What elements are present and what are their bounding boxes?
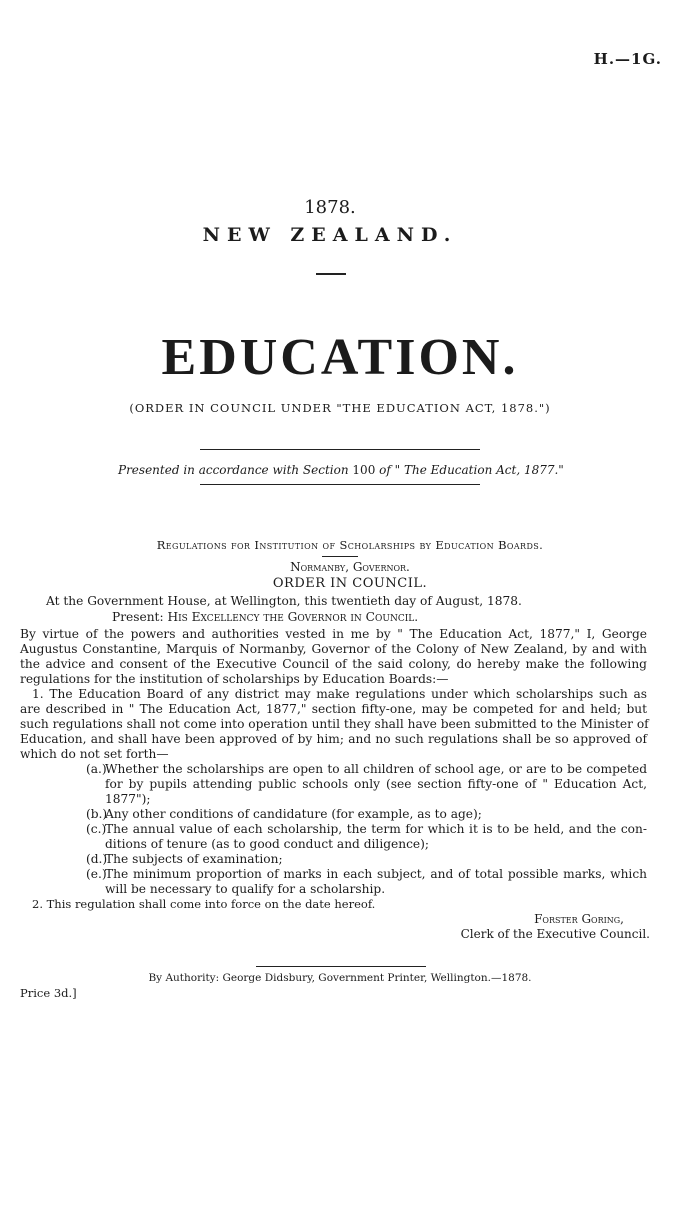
body-line: Augustus Constantine, Marquis of Normanby, Governor of the Colony of New Zealand, by and with	[20, 642, 647, 656]
year: 1878.	[304, 197, 356, 218]
clause-1-line: which do not set forth—	[20, 747, 169, 761]
item-line: 1877");	[105, 792, 151, 806]
item-line: The minimum proportion of marks in each subject, and of total possible marks, which	[105, 867, 647, 881]
presented-act: " The Education Act, 1877."	[394, 463, 564, 477]
presented-prefix: Presented in accordance with Section	[118, 463, 349, 477]
divider-rule	[200, 484, 480, 485]
governor-line: Normanby, Governor.	[290, 560, 410, 574]
document-reference: H.—1G.	[593, 50, 662, 68]
divider-rule	[322, 556, 358, 557]
divider-rule	[200, 449, 480, 450]
clause-2: 2. This regulation shall come into force on the date hereof.	[32, 897, 376, 911]
present-label: Present:	[112, 610, 164, 624]
item-line: for by pupils attending public schools only (see section fifty-one of " Education Act,	[105, 777, 647, 791]
body-line: regulations for the institution of scholarships by Education Boards:—	[20, 672, 449, 686]
item-label: (e.)	[86, 867, 107, 881]
country-heading: NEW ZEALAND.	[202, 224, 458, 246]
clause-1-line: such regulations shall not come into operation until they shall have been submitted to the Minister of	[20, 717, 649, 731]
price: Price 3d.]	[20, 986, 77, 1000]
signatory-name: Forster Goring,	[534, 912, 624, 926]
presented-notice	[118, 463, 564, 477]
item-line: The annual value of each scholarship, the term for which it is to be held, and the con-	[105, 822, 647, 836]
item-line: will be necessary to qualify for a scholarship.	[105, 882, 386, 896]
order-title: ORDER IN COUNCIL.	[272, 576, 428, 591]
clause-1-line: are described in " The Education Act, 1877," section fifty-one, may be competed for and held; but	[20, 702, 647, 716]
item-line: ditions of tenure (as to good conduct and diligence);	[105, 837, 429, 851]
regulations-heading: Regulations for Institution of Scholarships by Education Boards.	[156, 538, 544, 552]
item-label: (b.)	[86, 807, 108, 821]
document-title: EDUCATION.	[161, 329, 519, 386]
item-label: (d.)	[86, 852, 108, 866]
printer-authority: By Authority: George Didsbury, Government Printer, Wellington.—1878.	[148, 972, 532, 984]
item-line: The subjects of examination;	[105, 852, 283, 866]
presented-of: of	[379, 463, 391, 477]
item-label: (a.)	[86, 762, 107, 776]
clause-1-line: Education, and shall have been approved of by him; and no such regulations shall be so approved of	[20, 732, 647, 746]
document-subtitle: (ORDER IN COUNCIL UNDER "THE EDUCATION ACT, 1878.")	[129, 401, 551, 415]
item-line: Any other conditions of candidature (for example, as to age);	[105, 807, 482, 821]
divider-rule	[256, 966, 426, 967]
body-line: the advice and consent of the Executive Council of the said colony, do hereby make the following	[20, 657, 647, 671]
clause-1-line: 1. The Education Board of any district may make regulations under which scholarships such as	[32, 687, 647, 701]
present-line	[112, 610, 418, 625]
divider-rule	[316, 273, 346, 275]
place-date-line: At the Government House, at Wellington, this twentieth day of August, 1878.	[46, 594, 522, 608]
presented-number: 100	[352, 463, 376, 477]
signatory-title: Clerk of the Executive Council.	[460, 927, 650, 941]
body-line: By virtue of the powers and authorities vested in me by " The Education Act, 1877," I, George	[20, 627, 647, 641]
item-line: Whether the scholarships are open to all children of school age, or are to be competed	[105, 762, 647, 776]
present-names: His Excellency the Governor in Council.	[167, 610, 419, 624]
item-label: (c.)	[86, 822, 107, 836]
